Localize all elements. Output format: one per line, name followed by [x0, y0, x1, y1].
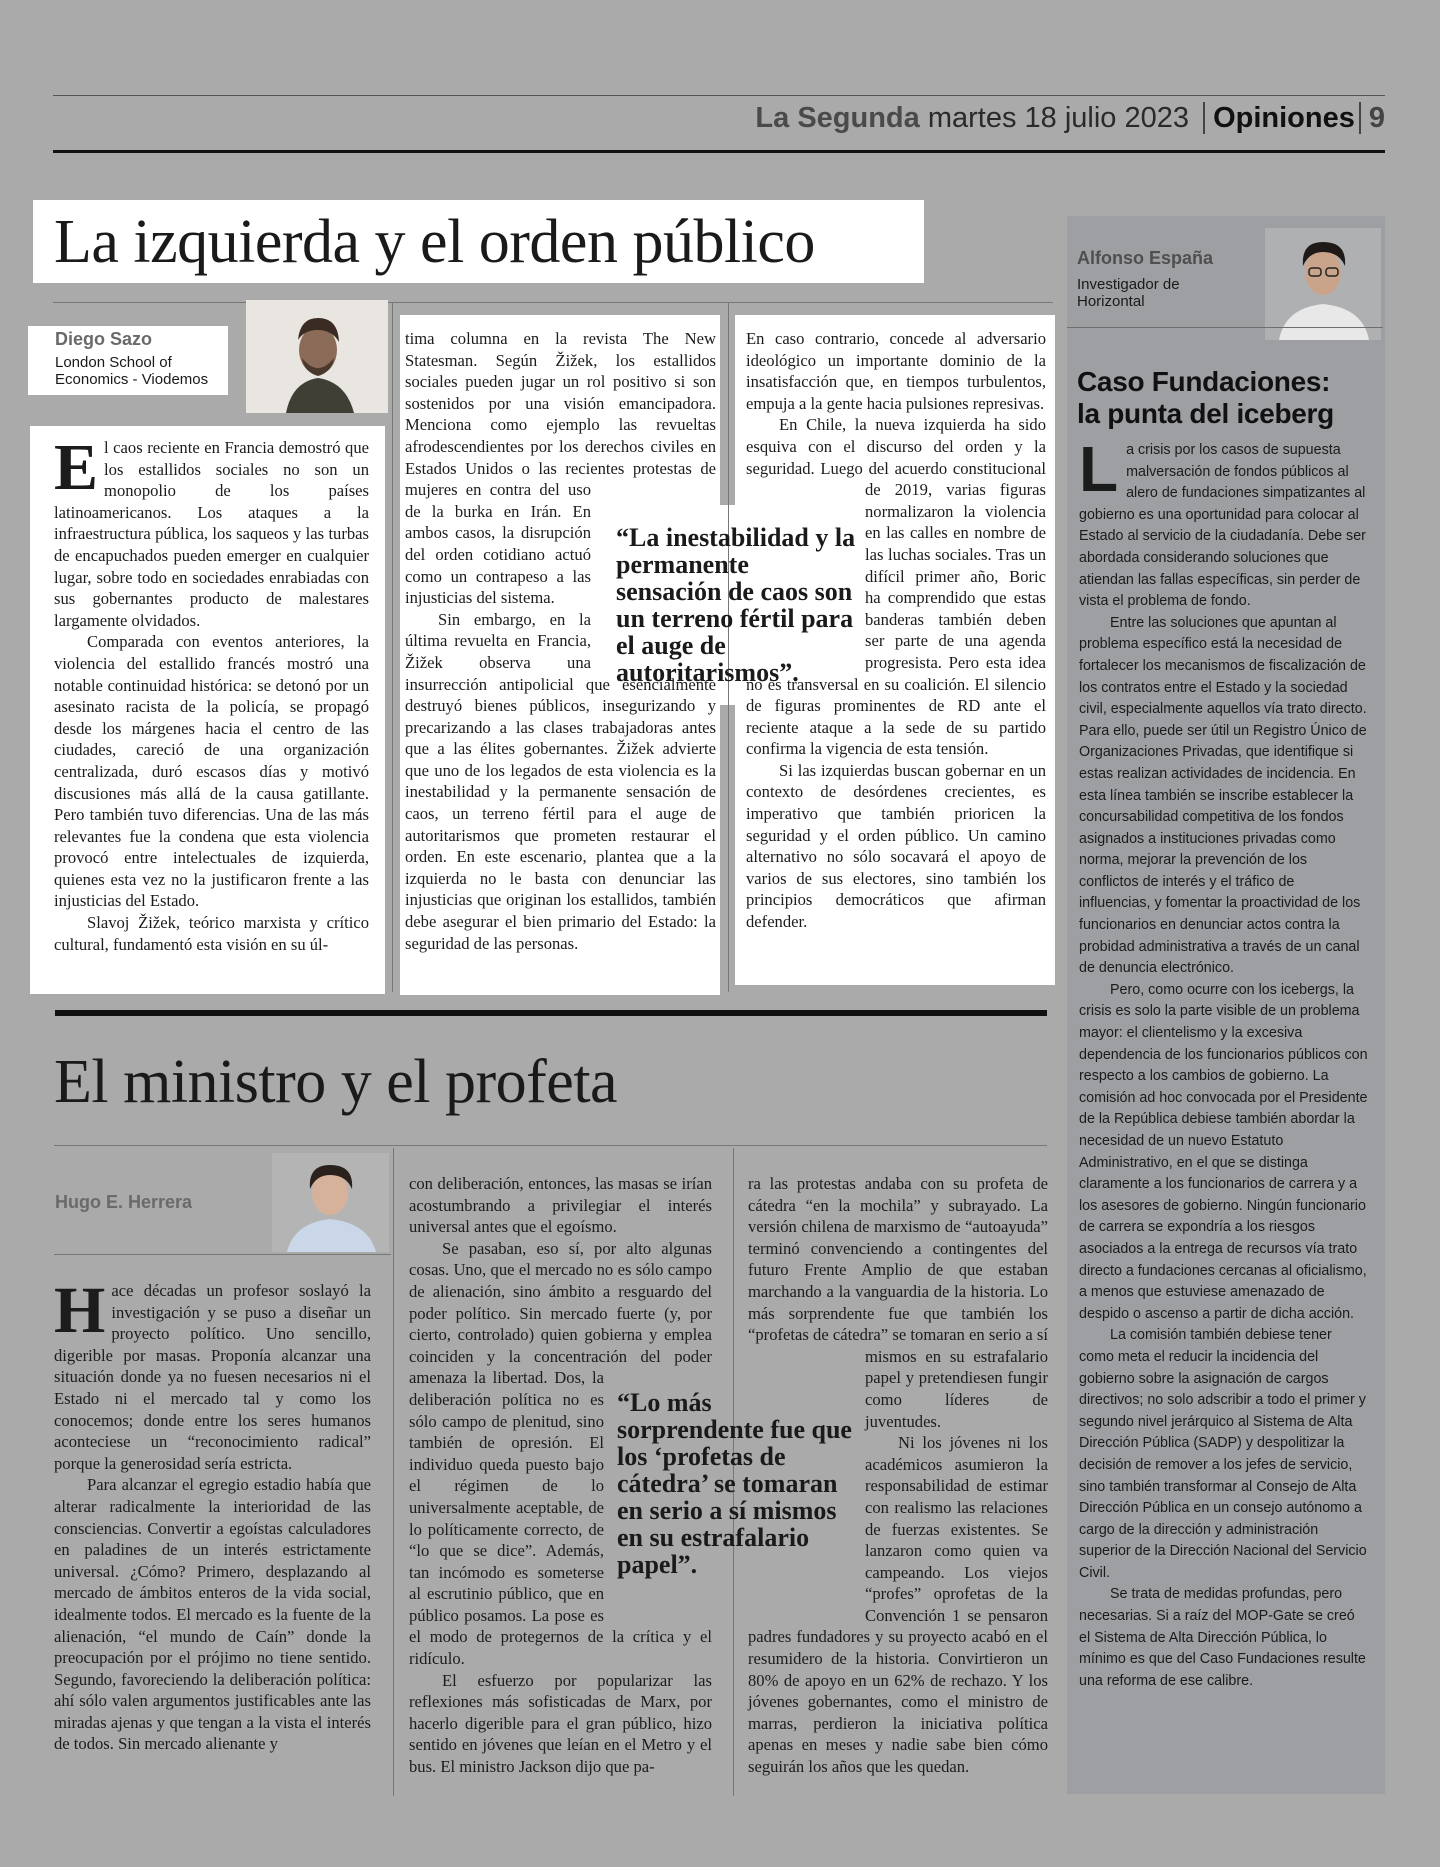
sidebar-author-photo: [1265, 228, 1381, 340]
issue-date: martes 18 julio 2023: [927, 102, 1189, 134]
paragraph: En caso contrario, concede al adversario ideológico un importante dominio de la insatisfacción que, en tiempos turbulentos, empuja a la gente hacia pulsiones represivas.: [746, 329, 1046, 413]
article2-dropcap: H: [54, 1274, 106, 1347]
masthead-top-rule: [53, 95, 1385, 96]
article2-author-name: Hugo E. Herrera: [55, 1192, 193, 1212]
paragraph: Se pasaban, eso sí, por alto algunas cosas. Uno, que el mercado no es sólo campo de alienación, sino ámbito a resguardo del poder político. Sin mercado fuerte (y, por cierto, controlado) quien gobierna y emplea coinciden y la concentración del poder amenaza la libertad. Dos, la deliberación política no es sólo campo de plenitud, sino también de opresión. El individuo queda puesto bajo el régimen de lo universalmente aceptable, de lo políticamente correcto, de “lo que se dice”. Además, tan incómodo es someterse al escrutinio público, que en público posamos. La pose es el modo de protegernos de la crítica y el ridículo.: [409, 1238, 712, 1669]
article2-headline-rule: [54, 1145, 1047, 1146]
portrait-image: [1265, 228, 1381, 340]
article1-top-rule: [53, 302, 1053, 303]
article2-headline: El ministro y el profeta: [54, 1048, 618, 1116]
article1-author-role-line1: London School of: [55, 354, 172, 371]
sidebar-author-rule: [1067, 327, 1383, 328]
article2-pullquote: “Lo más sorprendente fue que los ‘profetas de cátedra’ se tomaran en serio a sí mismos en su estrafalario papel”.: [617, 1388, 852, 1579]
article2-top-rule: [55, 1010, 1047, 1016]
portrait-image: [272, 1153, 389, 1252]
article2-column-divider: [393, 1148, 394, 1796]
paragraph: con deliberación, entonces, las masas se irían acostumbrando a privilegiar el interés universal antes que el egoísmo.: [409, 1174, 712, 1237]
sidebar-dropcap: L: [1079, 433, 1119, 505]
article1-column-divider: [392, 302, 393, 992]
article1-author-photo: [246, 300, 388, 413]
paragraph: ra las protestas andaba con su profeta de cátedra “en la mochila” y subrayado. La versión chilena de marxismo de “autoayuda” terminó convenciendo a contingentes del futuro Frente Amplio de que estaban marchando a la vanguardia de la historia. Lo más sorprendente fue que también los “profetas de cátedra” se tomaran en serio a sí mismos en su estrafalario papel y pretendiesen fungir como líderes de juventudes.: [748, 1174, 1048, 1431]
article1-pullquote: “La inestabilidad y la permanente sensación de caos son un terreno fértil para el auge de autoritarismos”.: [616, 523, 856, 687]
paragraph: Pero, como ocurre con los icebergs, la crisis es solo la parte visible de un problema mayor: el clientelismo y la excesiva dependencia de los funcionarios públicos con respecto a los cambios de gobierno. La comisión ad hoc convocada por el Presidente de la República debiese también abordar la necesidad de un nuevo Estatuto Administrativo, en el que se distinga claramente a los funcionarios de carrera y a los asesores de gobierno. Ningún funcionario de carrera se expondría a los riesgos asociados a la entrega de recursos vía trato directo a fundaciones cercanas al oficialismo, a menos que estuviese amenazado de despido o ascenso a partir de dicha acción.: [1079, 981, 1368, 1322]
article1-author-box: [28, 326, 228, 395]
page-number: 9: [1359, 102, 1385, 134]
section-name: Opiniones: [1203, 102, 1355, 134]
paragraph: Entre las soluciones que apuntan al problema específico está la necesidad de fortalecer los mecanismos de fiscalización de los contratos entre el Estado y la sociedad civil, especialmente aquellos vía trato directo. Para ello, puede ser útil un Registro Único de Organizaciones Privadas, que identifique si estas realizan actividades de incidencia. En esta línea también se inscribe establecer la concursabilidad competitiva de los fondos asignados a instituciones privadas como norma, mejorar la prevención de los conflictos de interés y el tráfico de influencias, y fomentar la proactividad de los funcionarios en denunciar actos contra la probidad administrativa a través de un canal de denuncia electrónico.: [1079, 614, 1367, 977]
article1-author-name: Diego Sazo: [55, 329, 153, 349]
sidebar-column: [1067, 216, 1385, 1794]
article1-dropcap: E: [54, 431, 99, 504]
paragraph: a crisis por los casos de supuesta malversación de fondos públicos al alero de fundaciones simpatizantes al gobierno es una oportunidad para colocar al Estado al servicio de la ciudadanía. Debe ser abordada considerando soluciones que atiendan las fallas específicas, sin perder de vista el problema de fondo.: [1079, 442, 1366, 610]
paragraph: El esfuerzo por popularizar las reflexiones más sofisticadas de Marx, por hacerlo digerible para el gran público, hizo sentido en jóvenes que leían en el Metro y el bus. El ministro Jackson dijo que pa-: [409, 1670, 712, 1777]
paragraph: Para alcanzar el egregio estadio había que alterar radicalmente la interioridad de las consciencias. Convertir a egoístas calculadores en paladines de un interés estrictamente universal. ¿Cómo? Primero, desplazando al mercado de ámbitos enteros de la vida social, idealmente todos. El mercado es la fuente de la alienación, “el mundo de Caín” donde la preocupación por el prójimo no tiene sentido. Segundo, favoreciendo la deliberación política: ahí sólo valen argumentos justificables ante las miradas ajenas y que tengan a la vista el interés de todos. Sin mercado alienante y: [54, 1475, 371, 1754]
paragraph: Comparada con eventos anteriores, la violencia del estallido francés mostró una notable continuidad histórica: se detonó por un asesinato racista de la policía, se propagó desde los márgenes hacia el centro de las ciudades, careció de una organización centralizada, duró escasos días y motivó discusiones más allá de la causa gatillante. Pero también tuvo diferencias. Una de las más relevantes fue la condena que esta violencia provocó entre intelectuales de izquierda, quienes esta vez no la justificaron frente a las injusticias del Estado.: [54, 632, 369, 911]
sidebar-author-role: [1077, 276, 1180, 310]
paragraph: Slavoj Žižek, teórico marxista y crítico cultural, fundamentó esta visión en su úl-: [54, 913, 369, 954]
masthead: [53, 98, 1385, 138]
sidebar-author-role-line1: Investigador de: [1077, 276, 1180, 293]
masthead-bottom-rule: [53, 150, 1385, 153]
sidebar-headline-line1: Caso Fundaciones:: [1077, 366, 1331, 397]
sidebar-headline: [1077, 366, 1334, 430]
paragraph: Si las izquierdas buscan gobernar en un contexto de desórdenes crecientes, es imperativo que también prioricen la seguridad y el orden público. Un camino alternativo no sólo socavará el apoyo de varios de sus electores, sino también los principios democráticos que afirman defender.: [746, 760, 1046, 932]
sidebar-author-name: Alfonso España: [1077, 248, 1214, 268]
paragraph: tima columna en la revista The New Statesman. Según Žižek, los estallidos sociales pueden jugar un rol positivo si son sostenidos por una visión emancipadora. Menciona como ejemplo las revueltas afrodescendientes por los derechos civiles en Estados Unidos o las recientes protestas de mujeres en contra del uso de la burka en Irán. En ambos casos, la disrupción del orden cotidiano actuó como un contrapeso a las injusticias del sistema.: [405, 329, 716, 608]
article1-author-role: [55, 354, 208, 388]
paragraph: Se trata de medidas profundas, pero necesarias. Si a raíz del MOP-Gate se creó el Sistema de Alta Dirección Pública, lo mínimo es que del Caso Fundaciones resulte una reforma de ese calibre.: [1079, 1586, 1366, 1689]
paragraph: Sin embargo, en la última revuelta en Francia, Žižek observa una insurrección antipolicial que esencialmente destruyó bienes públicos, insegurizando y precarizando a las clases trabajadoras antes que a las élites gobernantes. Žižek advierte que uno de los legados de esta violencia es la inestabilidad y la permanente sensación de caos, un terreno fértil para el auge de autoritarismos que prometen restaurar el orden. En este escenario, plantea que a la izquierda no le basta con denunciar las injusticias que originan los estallidos, también debe asegurar el bien primario del Estado: la seguridad de las personas.: [405, 609, 716, 953]
paragraph: En Chile, la nueva izquierda ha sido esquiva con el discurso del orden y la seguridad. Luego del acuerdo constitucional de 2019, varias figuras normalizaron la violencia en las calles en nombre de las luchas sociales. Tras un difícil primer año, Boric ha comprendido que estas banderas también deben ser parte de una agenda progresista. Pero esta idea no es transversal en su coalición. El silencio de figuras prominentes de RD ante el reciente ataque a la sede de su partido confirma la vigencia de esta tensión.: [746, 415, 1046, 759]
newspaper-name: La Segunda: [755, 102, 920, 134]
article2-author-photo: [272, 1153, 389, 1252]
paragraph: ace décadas un profesor soslayó la investigación y se puso a diseñar un proyecto político. Uno sencillo, digerible por masas. Proponía alcanzar una situación donde ya no fuesen necesarios ni el Estado ni el mercado tal y como los conocemos; donde entre los seres humanos aconteciese un “reconocimiento radical” porque la generosidad sería estricta.: [54, 1281, 371, 1473]
article2-column-1: [54, 1274, 371, 1755]
article1-author-role-line2: Economics - Viodemos: [55, 371, 209, 388]
paragraph: Ni los jóvenes ni los académicos asumieron la responsabilidad de estimar con realismo las relaciones de fuerzas existentes. Se lanzaron como quien va campeando. Los viejos “profes” oprofetas de la Convención 1 se pensaron padres fundadores y su proyecto acabó en el resumidero de la historia. Convirtieron un 80% de apoyo en un 62% de rechazo. Y los jóvenes gobernantes, como el ministro de marras, perdieron la iniciativa política apenas en meses y nadie sabe bien cómo seguirán los años que les quedan.: [748, 1433, 1048, 1777]
sidebar-author-role-line2: Horizontal: [1077, 293, 1145, 310]
article1-headline: La izquierda y el orden público: [54, 208, 815, 276]
article1-column-1: [54, 431, 369, 955]
sidebar-headline-line2: la punta del iceberg: [1077, 398, 1334, 429]
paragraph: La comisión también debiese tener como meta el reducir la incidencia del gobierno sobre la asignación de cargos directivos; no solo adscribir a todo el primer y segundo nivel jerárquico al Sistema de Alta Dirección Pública (SADP) y despolitizar la decisión de remover a los jefes de servicio, sino también transformar al Consejo de Alta Dirección Pública en un consejo autónomo a cargo de la dirección y administración superior de la Dirección Nacional del Servicio Civil.: [1079, 1327, 1367, 1581]
portrait-image: [246, 300, 388, 413]
paragraph: l caos reciente en Francia demostró que los estallidos sociales no son un monopolio de los países latinoamericanos. Los ataques a la infraestructura pública, los saqueos y las turbas de encapuchados pueden emerger en cualquier lugar, sobre todo en sociedades enrabiadas con sus gobernantes producto de malestares largamente olvidados.: [54, 438, 369, 630]
sidebar-body: [1079, 433, 1369, 1692]
article2-author-rule: [54, 1254, 391, 1255]
